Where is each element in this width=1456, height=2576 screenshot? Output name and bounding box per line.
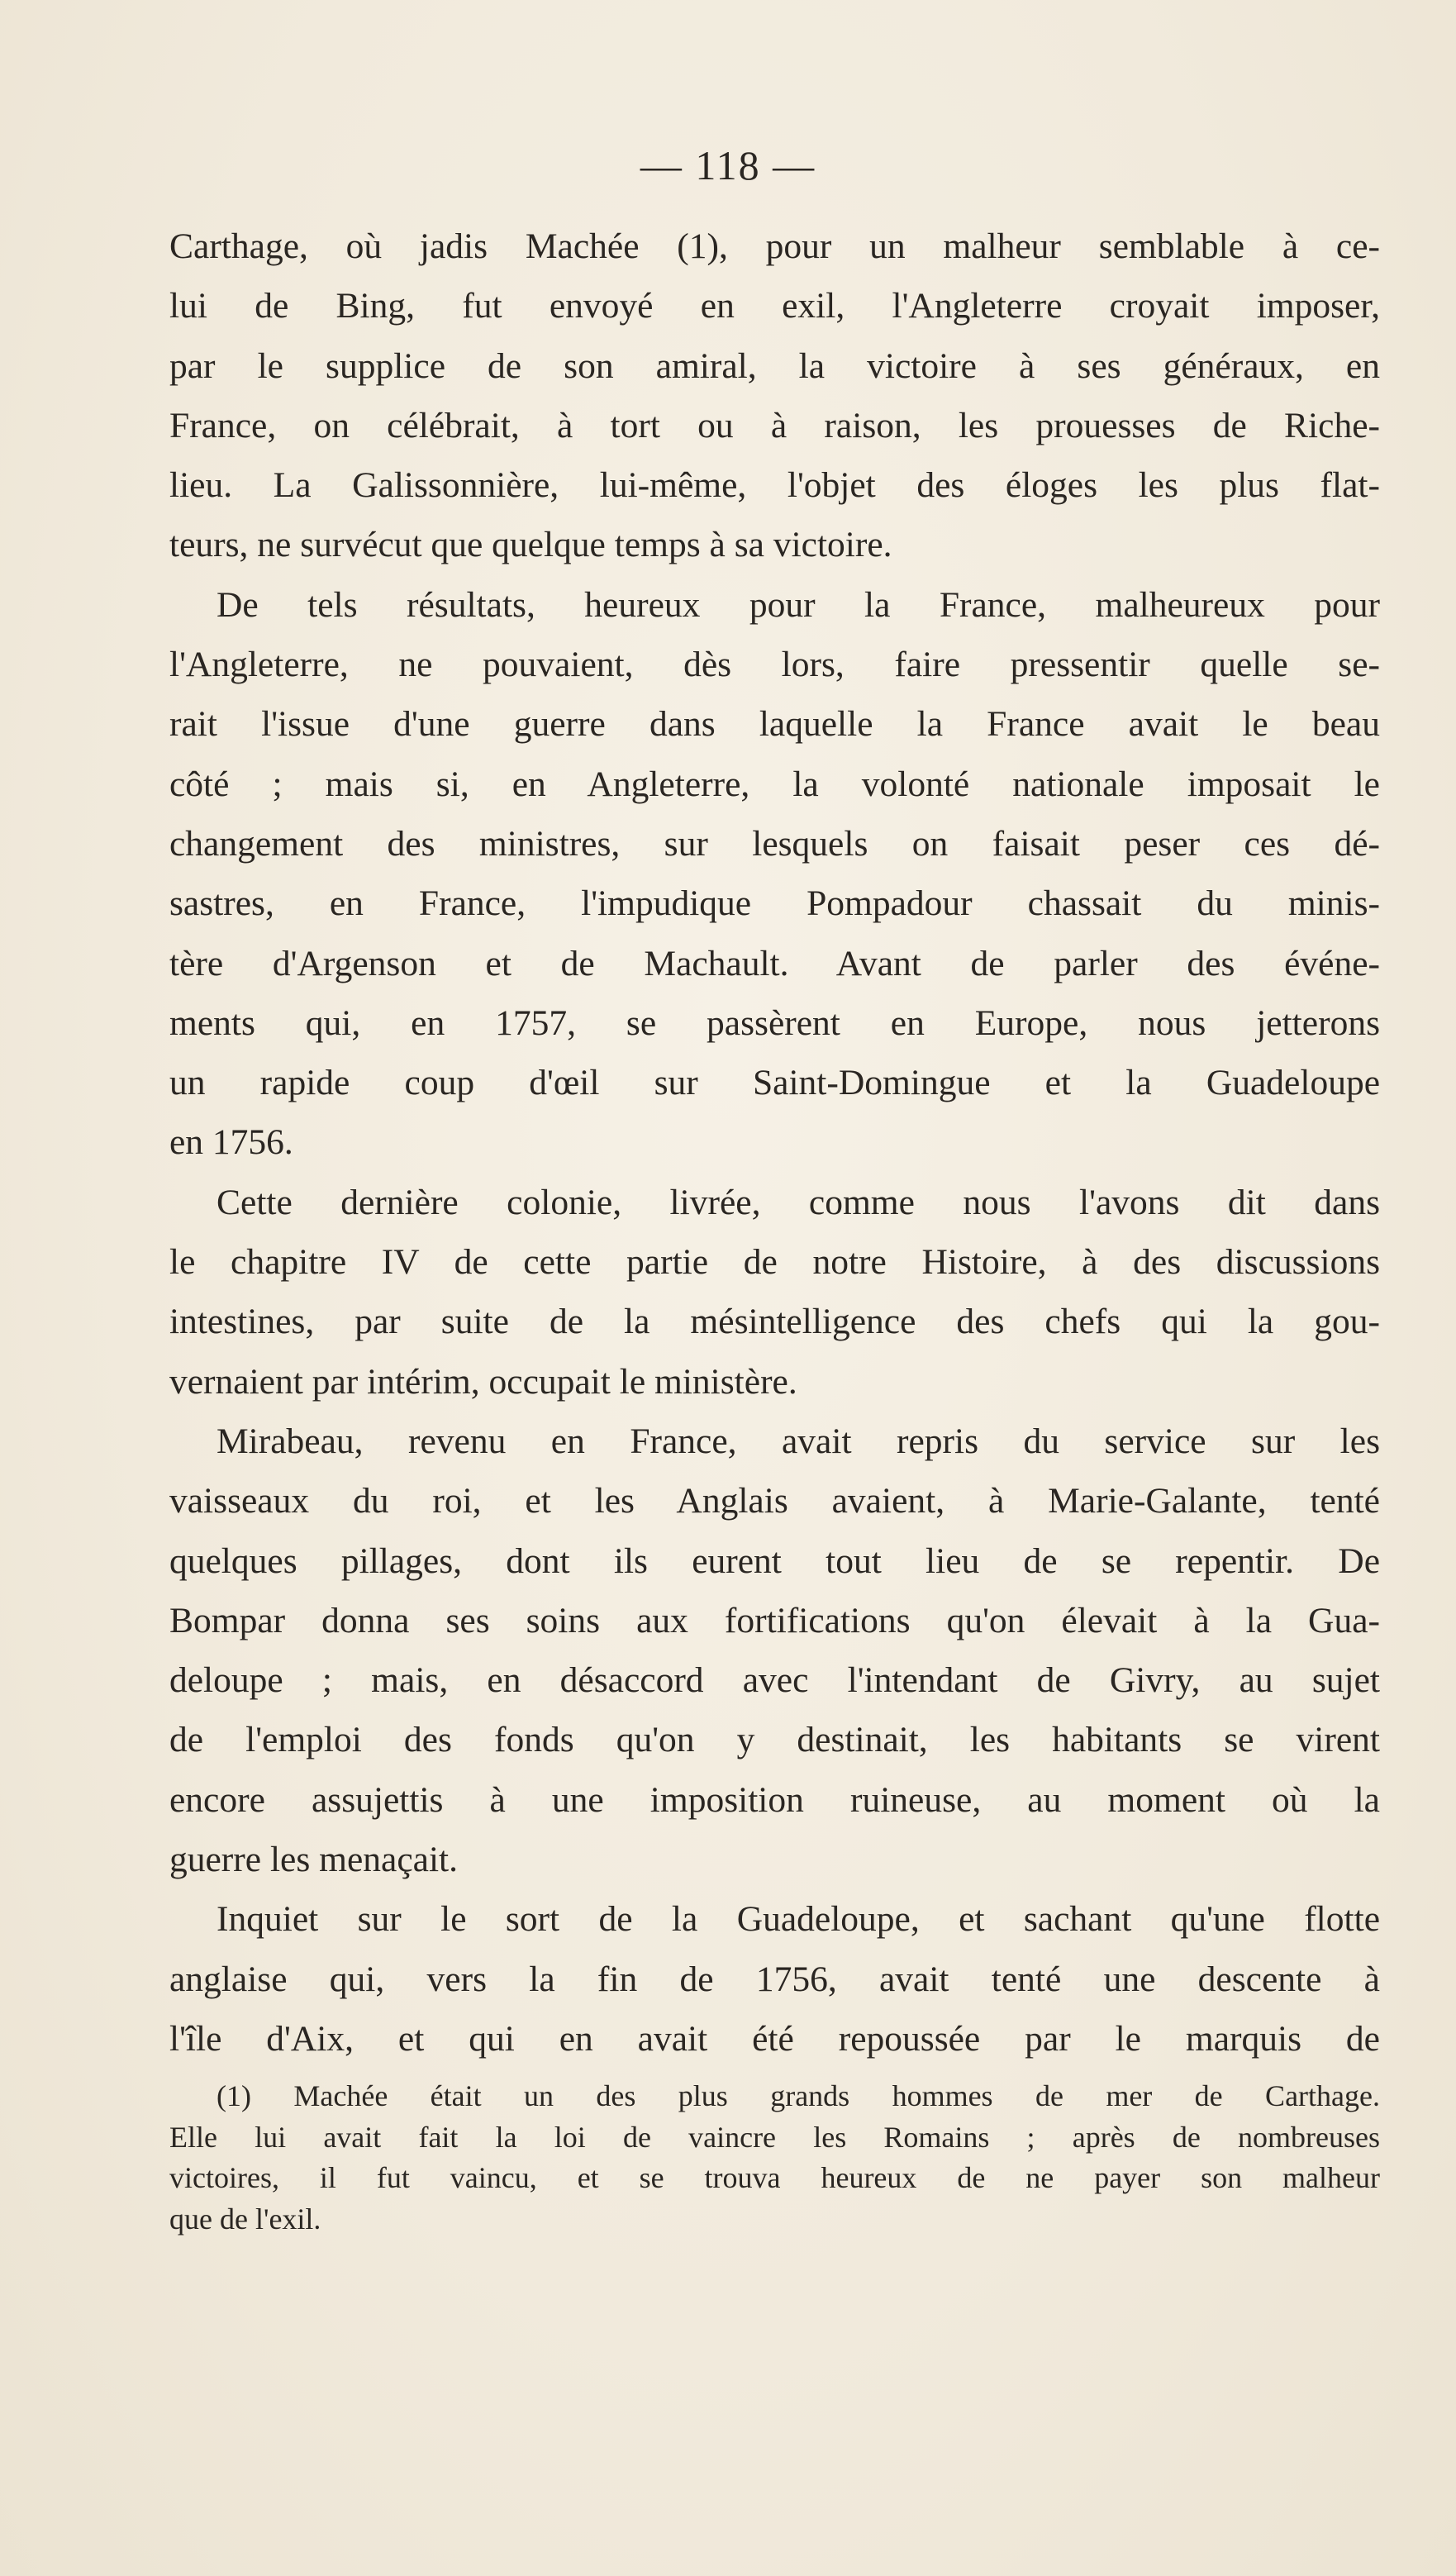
text-line: par le supplice de son amiral, la victoire à ses généraux, en <box>169 345 1380 386</box>
text-line: quelques pillages, dont ils eurent tout lieu de se repentir. De <box>169 1540 1380 1581</box>
paragraph <box>169 1173 1380 1412</box>
paragraph <box>169 1412 1380 1889</box>
paragraph <box>169 217 1380 575</box>
text-line: en 1756. <box>169 1122 293 1163</box>
footnote-line: victoires, il fut vaincu, et se trouva heureux de ne payer son malheur <box>169 2161 1380 2194</box>
text-line: Bompar donna ses soins aux fortifications qu'on élevait à la Gua- <box>169 1600 1380 1640</box>
text-line: encore assujettis à une imposition ruineuse, au moment où la <box>169 1779 1380 1820</box>
footnote-line: que de l'exil. <box>169 2202 321 2236</box>
text-line: France, on célébrait, à tort ou à raison, les prouesses de Riche- <box>169 405 1380 445</box>
text-line: De tels résultats, heureux pour la France, malheureux pour <box>216 584 1380 625</box>
text-line: côté ; mais si, en Angleterre, la volonté nationale imposait le <box>169 764 1380 804</box>
text-line: deloupe ; mais, en désaccord avec l'intendant de Givry, au sujet <box>169 1660 1380 1701</box>
text-line: Inquiet sur le sort de la Guadeloupe, et sachant qu'une flotte <box>216 1899 1380 1940</box>
footnote <box>169 2076 1380 2240</box>
text-line: de l'emploi des fonds qu'on y destinait, les habitants se virent <box>169 1720 1380 1760</box>
text-line: anglaise qui, vers la fin de 1756, avait tenté une descente à <box>169 1959 1380 1999</box>
text-line: tère d'Argenson et de Machault. Avant de parler des événe- <box>169 943 1380 983</box>
text-line: sastres, en France, l'impudique Pompadour chassait du minis- <box>169 883 1380 924</box>
text-line: l'île d'Aix, et qui en avait été repoussée par le marquis de <box>169 2018 1380 2059</box>
text-line: le chapitre IV de cette partie de notre Histoire, à des discussions <box>169 1242 1380 1283</box>
text-line: teurs, ne survécut que quelque temps à sa victoire. <box>169 525 892 565</box>
text-line: rait l'issue d'une guerre dans laquelle la France avait le beau <box>169 704 1380 745</box>
text-line: vernaient par intérim, occupait le ministère. <box>169 1361 797 1402</box>
text-line: lui de Bing, fut envoyé en exil, l'Angleterre croyait imposer, <box>169 286 1380 326</box>
paragraph <box>169 575 1380 1173</box>
page-number: — 118 — <box>640 142 816 188</box>
text-line: lieu. La Galissonnière, lui-même, l'objet des éloges les plus flat- <box>169 465 1380 506</box>
text-line: changement des ministres, sur lesquels on faisait peser ces dé- <box>169 823 1380 864</box>
body-text <box>169 217 1380 2069</box>
footnote-line: Elle lui avait fait la loi de vaincre les Romains ; après de nombreuses <box>169 2120 1380 2154</box>
text-line: Mirabeau, revenu en France, avait repris du service sur les <box>216 1421 1380 1461</box>
text-line: Cette dernière colonie, livrée, comme nous l'avons dit dans <box>216 1182 1380 1222</box>
text-line: intestines, par suite de la mésintelligence des chefs qui la gou- <box>169 1302 1380 1342</box>
text-line: ments qui, en 1757, se passèrent en Europe, nous jetterons <box>169 1002 1380 1043</box>
text-line: guerre les menaçait. <box>169 1840 459 1880</box>
text-line: un rapide coup d'œil sur Saint-Domingue et la Guadeloupe <box>169 1063 1380 1103</box>
paragraph <box>169 1889 1380 2069</box>
text-line: l'Angleterre, ne pouvaient, dès lors, faire pressentir quelle se- <box>169 645 1380 685</box>
footnote-line: (1) Machée était un des plus grands hommes de mer de Carthage. <box>216 2079 1380 2112</box>
text-line: vaisseaux du roi, et les Anglais avaient, à Marie-Galante, tenté <box>169 1481 1380 1521</box>
text-line: Carthage, où jadis Machée (1), pour un malheur semblable à ce- <box>169 226 1380 266</box>
